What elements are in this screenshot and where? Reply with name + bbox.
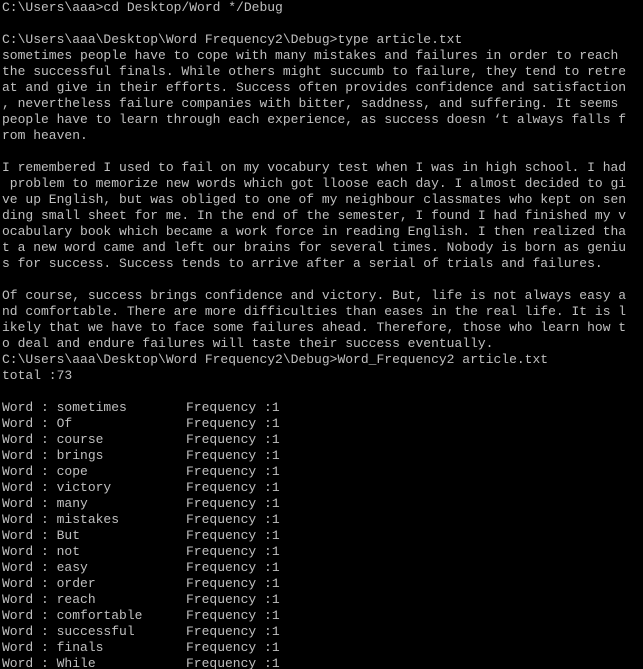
prompt-cd-line: C:\Users\aaa>cd Desktop/Word */Debug xyxy=(2,0,283,15)
frequency-count: Frequency :1 xyxy=(186,400,280,415)
frequency-row xyxy=(2,560,643,576)
frequency-word: Word : successful xyxy=(2,624,135,639)
frequency-word: Word : order xyxy=(2,576,96,591)
frequency-count: Frequency :1 xyxy=(186,544,280,559)
blank-line xyxy=(2,16,643,32)
frequency-row xyxy=(2,592,643,608)
frequency-row xyxy=(2,416,643,432)
article-line: ding small sheet for me. In the end of the semester, I found I had finished my v xyxy=(2,208,627,223)
frequency-count: Frequency :1 xyxy=(186,448,280,463)
frequency-row xyxy=(2,656,643,669)
frequency-count: Frequency :1 xyxy=(186,416,280,431)
frequency-row xyxy=(2,528,643,544)
frequency-word: Word : cope xyxy=(2,464,88,479)
prompt-run-line: C:\Users\aaa\Desktop\Word Frequency2\Debug>Word_Frequency2 article.txt xyxy=(2,352,549,367)
article-line: rom heaven. xyxy=(2,128,88,143)
frequency-word: Word : course xyxy=(2,432,104,447)
article-line: problem to memorize new words which got lloose each day. I almost decided to gi xyxy=(2,176,627,191)
frequency-word: Word : brings xyxy=(2,448,104,463)
article-line: t a new word came and left our brains for several times. Nobody is born as geniu xyxy=(2,240,627,255)
frequency-word: Word : easy xyxy=(2,560,88,575)
article-line: ikely that we have to face some failures ahead. Therefore, those who learn how t xyxy=(2,320,627,335)
frequency-row xyxy=(2,640,643,656)
frequency-row xyxy=(2,464,643,480)
frequency-word: Word : many xyxy=(2,496,88,511)
article-line: the successful finals. While others might succumb to failure, they tend to retre xyxy=(2,64,627,79)
frequency-count: Frequency :1 xyxy=(186,528,280,543)
article-line: I remembered I used to fail on my vocabury test when I was in high school. I had xyxy=(2,160,627,175)
frequency-word: Word : sometimes xyxy=(2,400,127,415)
article-line: s for success. Success tends to arrive after a serial of trials and failures. xyxy=(2,256,603,271)
frequency-count: Frequency :1 xyxy=(186,464,280,479)
total-count: total :73 xyxy=(2,368,73,383)
frequency-word: Word : not xyxy=(2,544,81,559)
frequency-count: Frequency :1 xyxy=(186,480,280,495)
frequency-count: Frequency :1 xyxy=(186,496,280,511)
frequency-row xyxy=(2,544,643,560)
article-line: nd comfortable. There are more difficulties than eases in the real life. It is l xyxy=(2,304,627,319)
frequency-row xyxy=(2,512,643,528)
frequency-word: Word : finals xyxy=(2,640,104,655)
article-line: sometimes people have to cope with many mistakes and failures in order to reach xyxy=(2,48,619,63)
frequency-count: Frequency :1 xyxy=(186,624,280,639)
frequency-row xyxy=(2,432,643,448)
article-line: ve up English, but was obliged to one of my neighbour classmates who kept on sen xyxy=(2,192,627,207)
frequency-row xyxy=(2,624,643,640)
article-line xyxy=(2,144,643,160)
article-line: o deal and endure failures will taste their success eventually. xyxy=(2,336,494,351)
frequency-row xyxy=(2,400,643,416)
frequency-row xyxy=(2,576,643,592)
frequency-row xyxy=(2,448,643,464)
frequency-word: Word : reach xyxy=(2,592,96,607)
article-output xyxy=(2,48,643,352)
article-line: people have to learn through each experience, as success doesn ‘t always falls f xyxy=(2,112,627,127)
frequency-count: Frequency :1 xyxy=(186,656,280,669)
article-line: ocabulary book which became a work force in reading English. I then realized tha xyxy=(2,224,627,239)
frequency-list xyxy=(2,400,643,669)
frequency-count: Frequency :1 xyxy=(186,512,280,527)
frequency-row xyxy=(2,608,643,624)
frequency-word: Word : Of xyxy=(2,416,73,431)
frequency-word: Word : While xyxy=(2,656,96,669)
frequency-row xyxy=(2,496,643,512)
article-line xyxy=(2,272,643,288)
frequency-word: Word : comfortable xyxy=(2,608,143,623)
blank-line xyxy=(2,384,643,400)
frequency-count: Frequency :1 xyxy=(186,432,280,447)
prompt-type-line: C:\Users\aaa\Desktop\Word Frequency2\Debug>type article.txt xyxy=(2,32,463,47)
article-line: at and give in their efforts. Success often provides confidence and satisfaction xyxy=(2,80,627,95)
frequency-count: Frequency :1 xyxy=(186,640,280,655)
frequency-count: Frequency :1 xyxy=(186,608,280,623)
article-line: Of course, success brings confidence and victory. But, life is not always easy a xyxy=(2,288,627,303)
frequency-row xyxy=(2,480,643,496)
frequency-word: Word : victory xyxy=(2,480,112,495)
frequency-word: Word : mistakes xyxy=(2,512,120,527)
frequency-count: Frequency :1 xyxy=(186,576,280,591)
frequency-count: Frequency :1 xyxy=(186,560,280,575)
frequency-count: Frequency :1 xyxy=(186,592,280,607)
frequency-word: Word : But xyxy=(2,528,81,543)
article-line: , nevertheless failure companies with bitter, saddness, and suffering. It seems xyxy=(2,96,619,111)
